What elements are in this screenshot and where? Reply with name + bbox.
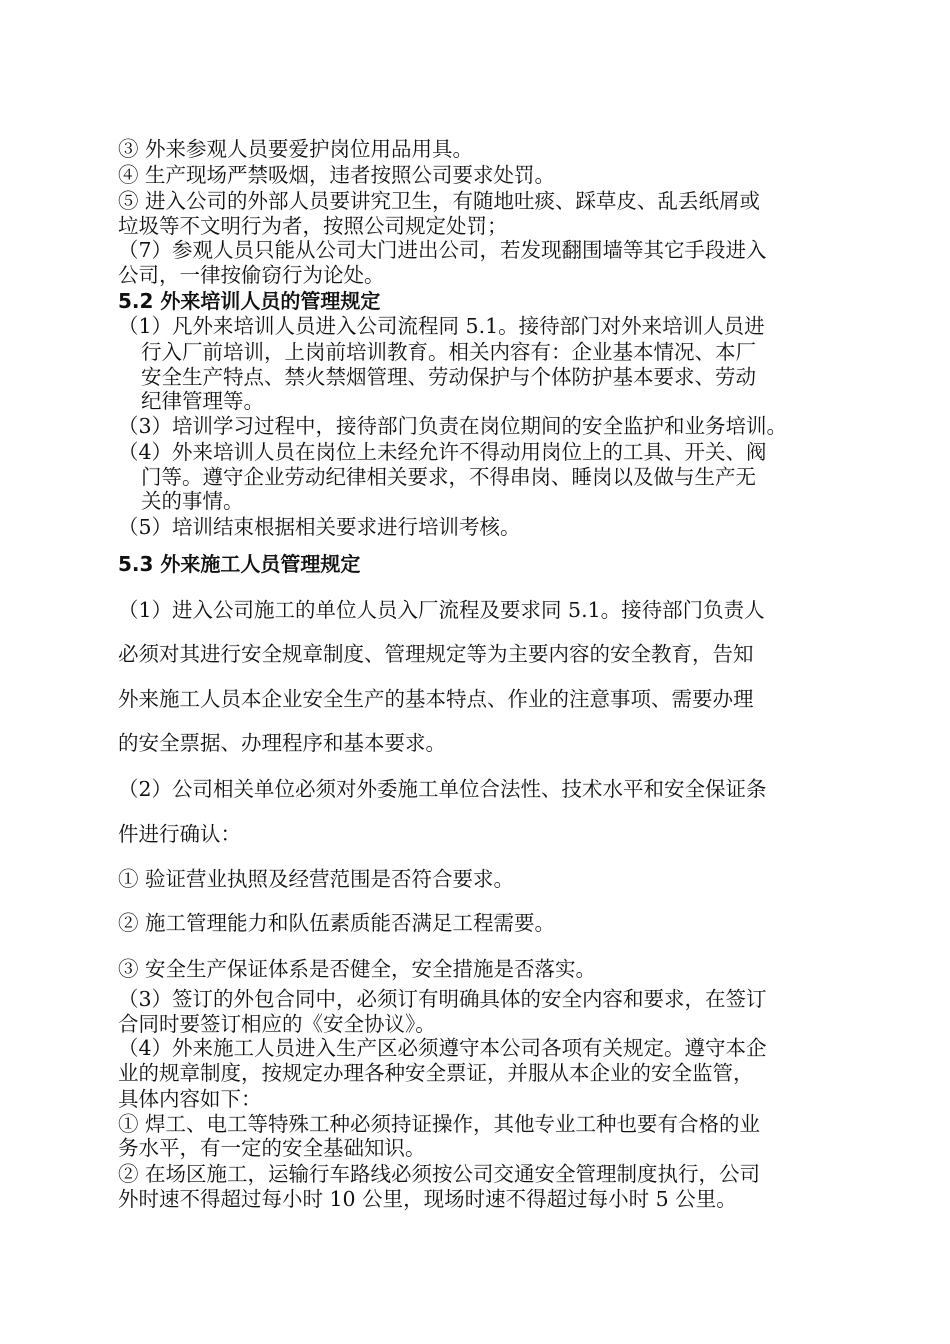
text-line: 纪律管理等。 [141, 389, 264, 413]
text-line: （4）外来培训人员在岗位上未经允许不得动用岗位上的工具、开关、阀 [118, 440, 767, 464]
text-line: 件进行确认： [118, 822, 241, 846]
text-line: ① 焊工、电工等特殊工种必须持证操作，其他专业工种也要有合格的业 [118, 1112, 761, 1136]
text-line: 公司，一律按偷窃行为论处。 [118, 263, 385, 287]
text-line: 外时速不得超过每小时 10 公里，现场时速不得超过每小时 5 公里。 [118, 1187, 737, 1211]
text-line: 门等。遵守企业劳动纪律相关要求，不得串岗、睡岗以及做与生产无 [141, 465, 756, 489]
text-line: 必须对其进行安全规章制度、管理规定等为主要内容的安全教育，告知 [118, 642, 754, 666]
text-line: ② 在场区施工，运输行车路线必须按公司交通安全管理制度执行，公司 [118, 1162, 761, 1186]
text-line: 的安全票据、办理程序和基本要求。 [118, 731, 446, 755]
text-line: 业的规章制度，按规定办理各种安全票证，并服从本企业的安全监管， [118, 1061, 754, 1085]
text-line: ③ 安全生产保证体系是否健全，安全措施是否落实。 [118, 957, 597, 981]
text-line: 安全生产特点、禁火禁烟管理、劳动保护与个体防护基本要求、劳动 [141, 365, 756, 389]
text-line: （1）凡外来培训人员进入公司流程同 5.1。接待部门对外来培训人员进 [118, 314, 765, 338]
text-line: （3）签订的外包合同中，必须订有明确具体的安全内容和要求，在签订 [118, 987, 767, 1011]
text-line: ① 验证营业执照及经营范围是否符合要求。 [118, 867, 515, 891]
text-line: 具体内容如下： [118, 1087, 262, 1111]
text-line: （4）外来施工人员进入生产区必须遵守本公司各项有关规定。遵守本企 [118, 1036, 767, 1060]
text-line: 务水平，有一定的安全基础知识。 [118, 1136, 426, 1160]
text-line: 外来施工人员本企业安全生产的基本特点、作业的注意事项、需要办理 [118, 687, 754, 711]
text-line: 关的事情。 [141, 489, 244, 513]
text-line: （1）进入公司施工的单位人员入厂流程及要求同 5.1。接待部门负责人 [118, 598, 765, 622]
text-line: ⑤ 进入公司的外部人员要讲究卫生，有随地吐痰、踩草皮、乱丢纸屑或 [118, 189, 761, 213]
text-line: （7）参观人员只能从公司大门进出公司，若发现翻围墙等其它手段进入 [118, 238, 767, 262]
text-line: ② 施工管理能力和队伍素质能否满足工程需要。 [118, 911, 556, 935]
text-line: 行入厂前培训，上岗前培训教育。相关内容有：企业基本情况、本厂 [141, 340, 756, 364]
text-line: ④ 生产现场严禁吸烟，违者按照公司要求处罚。 [118, 163, 556, 187]
text-line: 合同时要签订相应的《安全协议》。 [118, 1012, 436, 1036]
section-heading: 5.3 外来施工人员管理规定 [118, 552, 361, 576]
text-line: （2）公司相关单位必须对外委施工单位合法性、技术水平和安全保证条 [118, 777, 767, 801]
text-line: ③ 外来参观人员要爱护岗位用品用具。 [118, 137, 474, 161]
text-line: （3）培训学习过程中，接待部门负责在岗位期间的安全监护和业务培训。 [118, 414, 788, 438]
text-line: 垃圾等不文明行为者，按照公司规定处罚； [118, 214, 508, 238]
section-heading: 5.2 外来培训人员的管理规定 [118, 289, 381, 313]
text-line: （5）培训结束根据相关要求进行培训考核。 [118, 515, 521, 539]
